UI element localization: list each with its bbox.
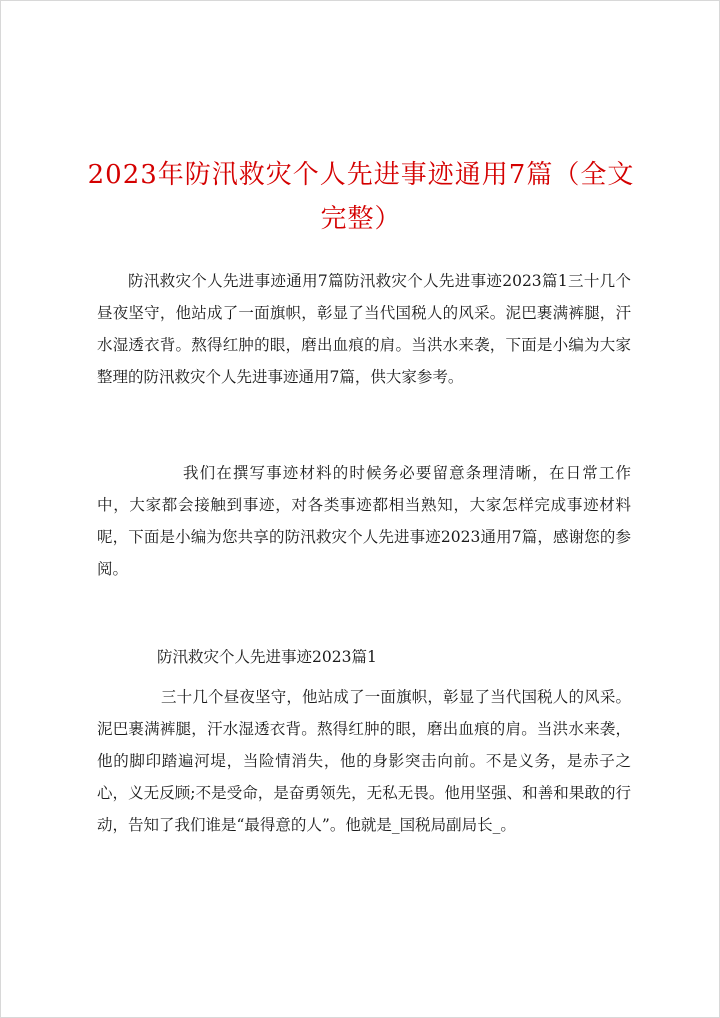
preface-paragraph: 我们在撰写事迹材料的时候务必要留意条理清晰，在日常工作中，大家都会接触到事迹，对各类事迹都相当熟知，大家怎样完成事迹材料呢，下面是小编为您共享的防汛救灾个人先进事迹2023通用7篇，感谢您的参阅。 bbox=[97, 464, 631, 578]
body-paragraph: 三十几个昼夜坚守，他站成了一面旗帜，彰显了当代国税人的风采。泥巴裹满裤腿，汗水湿透衣背。熬得红肿的眼，磨出血痕的肩。当洪水来袭，他的脚印踏遍河堤，当险情消失，他的身影突击向前。不是义务，是赤子之心，义无反顾;不是受命，是奋勇领先，无私无畏。他用坚强、和善和果敢的行动，告知了我们谁是“最得意的人”。他就是_国税局副局长_。 bbox=[97, 688, 631, 834]
intro-paragraph: 防汛救灾个人先进事迹通用7篇防汛救灾个人先进事迹2023篇1三十几个昼夜坚守，他站成了一面旗帜，彰显了当代国税人的风采。泥巴裹满裤腿，汗水湿透衣背。熬得红肿的眼，磨出血痕的肩。当洪水来袭，下面是小编为大家整理的防汛救灾个人先进事迹通用7篇，供大家参考。 bbox=[97, 272, 631, 386]
document-title: 2023年防汛救灾个人先进事迹通用7篇（全文完整） bbox=[87, 160, 635, 234]
section-heading: 防汛救灾个人先进事迹2023篇1 bbox=[157, 648, 377, 666]
